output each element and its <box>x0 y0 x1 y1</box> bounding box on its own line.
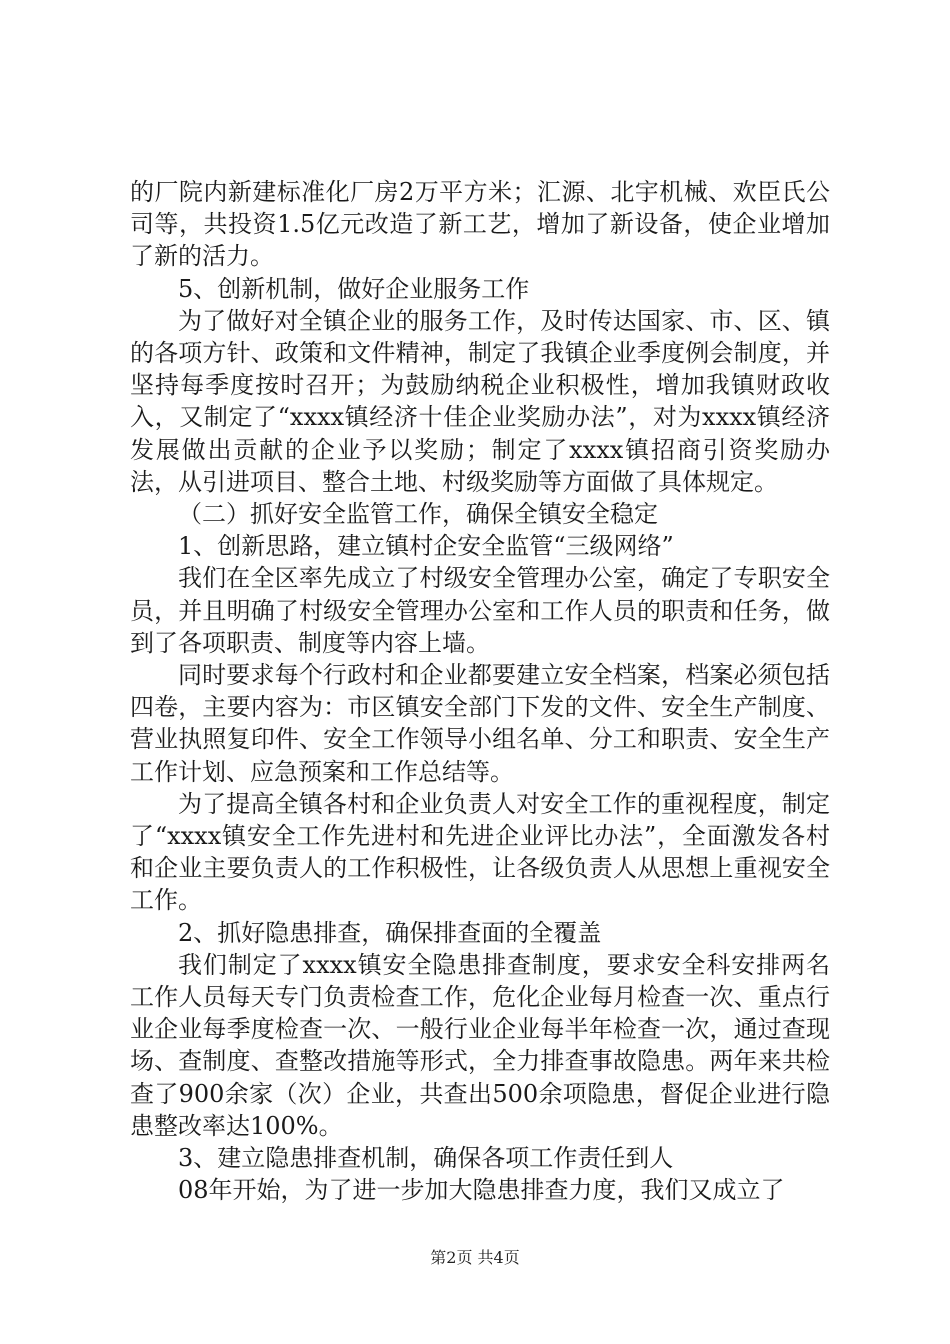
document-body <box>130 176 830 1207</box>
paragraph-11: 3、建立隐患排查机制，确保各项工作责任到人 <box>178 1144 674 1173</box>
page-footer <box>0 1245 950 1268</box>
paragraph-5: 1、创新思路，建立镇村企安全监管“三级网络” <box>178 532 674 561</box>
paragraph-7: 同时要求每个行政村和企业都要建立安全档案，档案必须包括四卷，主要内容为：市区镇安全部门下发的文件、安全生产制度、营业执照复印件、安全工作领导小组名单、分工和职责、安全生产工作计划、应急预案和工作总结等。 <box>130 661 830 786</box>
paragraph-9: 2、抓好隐患排查，确保排查面的全覆盖 <box>178 918 602 947</box>
paragraph-2: 5、创新机制，做好企业服务工作 <box>178 274 530 303</box>
paragraph-4: （二）抓好安全监管工作，确保全镇安全稳定 <box>178 500 658 529</box>
paragraph-3: 为了做好对全镇企业的服务工作，及时传达国家、市、区、镇的各项方针、政策和文件精神，制定了我镇企业季度例会制度，并坚持每季度按时召开；为鼓励纳税企业积极性，增加我镇财政收入，又制定了“xxxx镇经济十佳企业奖励办法”，对为xxxx镇经济发展做出贡献的企业予以奖励；制定了xxxx镇招商引资奖励办法，从引进项目、整合土地、村级奖励等方面做了具体规定。 <box>130 306 830 496</box>
paragraph-1: 的厂院内新建标准化厂房2万平方米；汇源、北宇机械、欢臣氏公司等，共投资1.5亿元改造了新工艺，增加了新设备，使企业增加了新的活力。 <box>130 178 830 271</box>
paragraph-12: 08年开始，为了进一步加大隐患排查力度，我们又成立了 <box>178 1176 785 1205</box>
paragraph-8: 为了提高全镇各村和企业负责人对安全工作的重视程度，制定了“xxxx镇安全工作先进村和先进企业评比办法”，全面激发各村和企业主要负责人的工作积极性，让各级负责人从思想上重视安全工作。 <box>130 789 830 915</box>
page-number-label: 第2页 共4页 <box>430 1248 520 1267</box>
paragraph-10: 我们制定了xxxx镇安全隐患排查制度，要求安全科安排两名工作人员每天专门负责检查工作，危化企业每月检查一次、重点行业企业每季度检查一次、一般行业企业每半年检查一次，通过查现场、查制度、查整改措施等形式，全力排查事故隐患。两年来共检查了900余家（次）企业，共查出500余项隐患，督促企业进行隐患整改率达100%。 <box>130 950 830 1140</box>
paragraph-6: 我们在全区率先成立了村级安全管理办公室，确定了专职安全员，并且明确了村级安全管理办公室和工作人员的职责和任务，做到了各项职责、制度等内容上墙。 <box>130 564 830 657</box>
